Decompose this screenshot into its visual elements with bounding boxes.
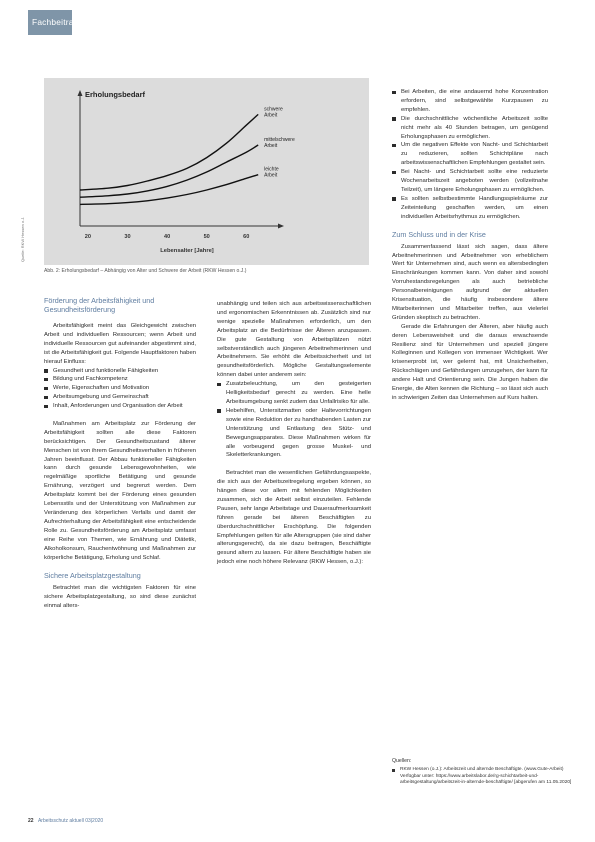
list-item: [44, 375, 196, 384]
series-label: leichte Arbeit: [264, 166, 279, 179]
series-line: [80, 175, 258, 205]
bullet-square-icon: [44, 396, 48, 400]
x-tick-label: 50: [203, 234, 210, 240]
bullet-square-icon: [392, 144, 396, 148]
section-heading-conclusion: Zum Schluss und in der Krise: [392, 229, 486, 239]
bullet-square-icon: [392, 197, 396, 201]
section-tab: [28, 10, 79, 35]
column-1: [44, 296, 196, 611]
journal-name: Arbeitsschutz aktuell 03|2020: [37, 818, 104, 824]
section-tab-label: Fachbeitrag: [32, 17, 79, 27]
x-tick-label: 40: [163, 234, 171, 240]
sources-title: Quellen:: [392, 758, 412, 764]
figure-caption: Abb. 2: Erholungsbedarf – Abhängig von Alter und Schwere der Arbeit (RKW Hessen o.J.): [44, 268, 247, 274]
bullet-square-icon: [392, 171, 396, 175]
design-list: [217, 380, 371, 460]
section-heading-workplace: Sichere Arbeitsplatzgestaltung: [44, 571, 141, 581]
x-tick-label: 20: [84, 234, 92, 240]
paragraph: Gerade die Erfahrungen der Älteren, aber häufig auch deren Lebensweisheit und die daraus erwachsende Resilienz sind für Unternehmen und speziell jüngere Kolleginnen und Kollegen von immenser Wichtigkeit. Wer krisenerprobt ist, wer gelernt hat, mit Unsicherheiten, Rückschlägen und Gefährdungen umzugehen, der kann für andere Halt und Orientierung sein. Die Jungen haben die Energie, die Alten kennen die Richtung – so lässt sich auch in schwierigen Zeiten das Unternehmen auf Kurs halten.: [392, 323, 548, 401]
bullet-square-icon: [392, 91, 396, 95]
list-item: [44, 367, 196, 376]
column-3: [392, 88, 548, 403]
source-item: [392, 767, 578, 787]
bullet-square-icon: [44, 405, 48, 409]
series-label: mittelschwere Arbeit: [264, 137, 295, 149]
list-item-text: Bildung und Fachkompetenz: [53, 376, 128, 383]
recovery-chart: [44, 78, 369, 265]
page-number: 22: [28, 818, 34, 824]
bullet-square-icon: [44, 378, 48, 382]
list-item-text: Inhalt, Anforderungen und Organisation der Arbeit: [53, 403, 183, 410]
paragraph: Betrachtet man die wesentlichen Gefährdungsaspekte, die sich aus der Arbeitszeitregelung ergeben können, so hängen diese vor allem mit fehlenden Möglichkeiten zusammen, sich die Arbeit selbst einzuteilen. Fehlende Pausen, sehr lange Arbeitstage und Daueraufmerksamkeit führen gerade bei älteren Beschäftigten zu überdurchschnittlicher Erschöpfung. Die folgenden Empfehlungen gelten für alle Altersgruppen (sie sind daher alterungsgerecht), da sie dazu beitragen, Beschäftigte gesund altern zu lassen. Für ältere Beschäftigte haben sie jedoch eine noch höhere Relevanz (RKW Hessen, o.J.):: [217, 470, 371, 566]
list-item: [392, 141, 548, 168]
bullet-square-icon: [44, 369, 48, 373]
factor-list: [44, 367, 196, 412]
bullet-square-icon: [392, 769, 395, 772]
list-item-text: Gesundheit und funktionelle Fähigkeiten: [53, 367, 159, 374]
bullet-square-icon: [392, 117, 396, 121]
source-text: RKW Hessen (o.J.): Arbeitszeit und alternde Beschäftigte. (www.Gute-Arbeit) Verfügbar unter: https://www.arbeitslabor.de/rg-schichtarbeit-und-arbeitsgestaltung/arbeitszeit-in-alternde-beschäftigte/ [abgerufen am 11.05.2020]: [400, 766, 572, 786]
x-axis-label: Lebensalter [Jahre]: [160, 248, 214, 254]
list-item: [392, 115, 548, 142]
x-tick-label: 60: [243, 234, 250, 240]
bullet-square-icon: [44, 387, 48, 391]
x-axis-arrow-icon: [278, 224, 284, 229]
list-item: [392, 88, 548, 115]
list-item-text: Hebehilfen, Untersitzmatten oder Haltevorrichtungen sowie eine Reduktion der zu handhabenden Lasten zur Unterstützung und Entlastung des Stütz- und Bewegungsapparates. Diese Maßnahmen wirken für alle vorbeugend gegen grosse Muskel- und Skeletterkrankungen.: [226, 407, 371, 459]
list-item-text: Um die negativen Effekte von Nacht- und Schichtarbeit zu reduzieren, sollten Schichtpläne nach arbeitswissenschaftlichen Empfehlungen gestaltet sein.: [401, 142, 548, 167]
paragraph: Maßnahmen am Arbeitsplatz zur Förderung der Arbeitsfähigkeit sollten alle diese Faktoren berücksichtigen. Der Gesundheitszustand älterer Menschen ist von ihrem Gesundheitsverhalten in früheren Jahren beeinflusst. Der Abbau funktioneller Fähigkeiten kann durch gesunde Lebensgewohnheiten, wie regelmäßige sportliche Betätigung und gesunde Ernährung, verzögert und begrenzt werden. Dem Arbeitsplatz kommt bei der Förderung eines gesunden Lebensstils und der Unterstützung von Maßnahmen zur Veränderung des körperlichen Verfalls und damit der Aufrechterhaltung der Arbeitsfähigkeit eine entscheidende Rolle zu. Gesundheitsförderung am Arbeitsplatz umfasst eine Reihe von Themen, wie Ernährung und Diätetik, Alkoholkonsum, Rauchentwöhnung und Maßnahmen zur körperliche Betätigung, Erholung und Schlaf.: [44, 420, 196, 561]
list-item: [44, 393, 196, 402]
list-item-text: Bei Nacht- und Schichtarbeit sollte eine reduzierte Wochenarbeitszeit angeboten werden (vollzeitnahe Teilzeit), um längere Erholungsphasen zu ermöglichen.: [401, 169, 548, 193]
list-item-text: Zusatzbeleuchtung, um den gesteigerten Helligkeitsbedarf gerecht zu werden. Eine helle Arbeitsumgebung senkt zudem das Unfallrisiko für alle.: [226, 381, 371, 405]
bullet-square-icon: [217, 409, 221, 413]
sources: [392, 758, 578, 787]
list-item-text: Die durchschnittliche wöchentliche Arbeitszeit sollte nicht mehr als 40 Stunden betragen, um genügend Erholungsphasen zu ermöglichen.: [401, 115, 548, 140]
list-item-text: Arbeitsumgebung und Gemeinschaft: [53, 394, 149, 401]
x-tick-label: 30: [124, 234, 131, 240]
paragraph: Betrachtet man die wichtigsten Faktoren für eine sichere Arbeitsplatzgestaltung, so sind diese zunächst einmal alters-: [44, 585, 196, 610]
y-axis-arrow-icon: [78, 90, 83, 96]
list-item: [217, 407, 371, 460]
paragraph: Arbeitsfähigkeit meint das Gleichgewicht zwischen Arbeit und individuellen Ressourcen; wenn Arbeit und individuelle Ressourcen gut aufeinander abgestimmt sind, ist die Arbeitsfähigkeit gut. Folgende Hauptfaktoren haben hierauf Einfluss:: [44, 323, 196, 365]
list-item: [392, 168, 548, 195]
column-2: [217, 300, 371, 567]
paragraph: Zusammenfassend lässt sich sagen, dass ältere Arbeitnehmerinnen und Arbeitnehmer von erheblichem Wert für Unternehmen sind, auch wenn es altersbedingten Einschränkungen kommen kann. Von daher sind sowohl Vorruhestandsregelungen als auch betriebliche Personalbereinigungen aufgrund der aktuellen Krisensituation, die häufig insbesondere ältere Mitarbeiterinnen und Mitarbeiter treffen, aus vielerlei Gründen skeptisch zu betrachten.: [392, 243, 548, 321]
recommendation-list: [392, 88, 548, 222]
bullet-square-icon: [217, 383, 221, 387]
y-axis-label: Erholungsbedarf: [85, 90, 146, 99]
list-item: [217, 380, 371, 407]
series-label: schwere Arbeit: [264, 106, 283, 119]
footer: [28, 818, 103, 824]
figure: [44, 78, 369, 265]
list-item-text: Bei Arbeiten, die eine andauernd hohe Konzentration erfordern, sind selbstgewählte Kurzpausen zu empfehlen.: [401, 89, 548, 113]
series-line: [80, 145, 258, 197]
list-item: [392, 195, 548, 222]
section-heading-work-ability: Förderung der Arbeitsfähigkeit und Gesundheitsförderung: [44, 296, 155, 314]
series-line: [80, 114, 258, 190]
list-item: [44, 384, 196, 393]
paragraph: unabhängig und teilen sich aus arbeitswissenschaftlichen und ergonomischen Erkenntnissen ab. Zusätzlich sind nur wenige spezielle Maßnahmen erforderlich, um den Arbeitsplatz an die Bedürfnisse der Älteren anzupassen. Die gute Gestaltung von Arbeitsplätzen nützt selbstverständlich auch jüngeren Arbeitnehmerinnen und Arbeitnehmern. Sie erhöht die Arbeitssicherheit und ist gesundheitsförderlich. Mögliche Gestaltungselemente können dabei unter anderem sein:: [217, 301, 371, 379]
list-item-text: Werte, Eigenschaften und Motivation: [53, 385, 150, 392]
list-item: [44, 402, 196, 411]
list-item-text: Es sollten selbstbestimmte Handlungsspielräume zur Zeiteinteilung geschaffen werden, um einen individuellen Arbeitsrhythmus zu ermöglichen.: [401, 195, 548, 220]
figure-credit: Quelle: RKW Hessen o.J.: [20, 216, 25, 262]
